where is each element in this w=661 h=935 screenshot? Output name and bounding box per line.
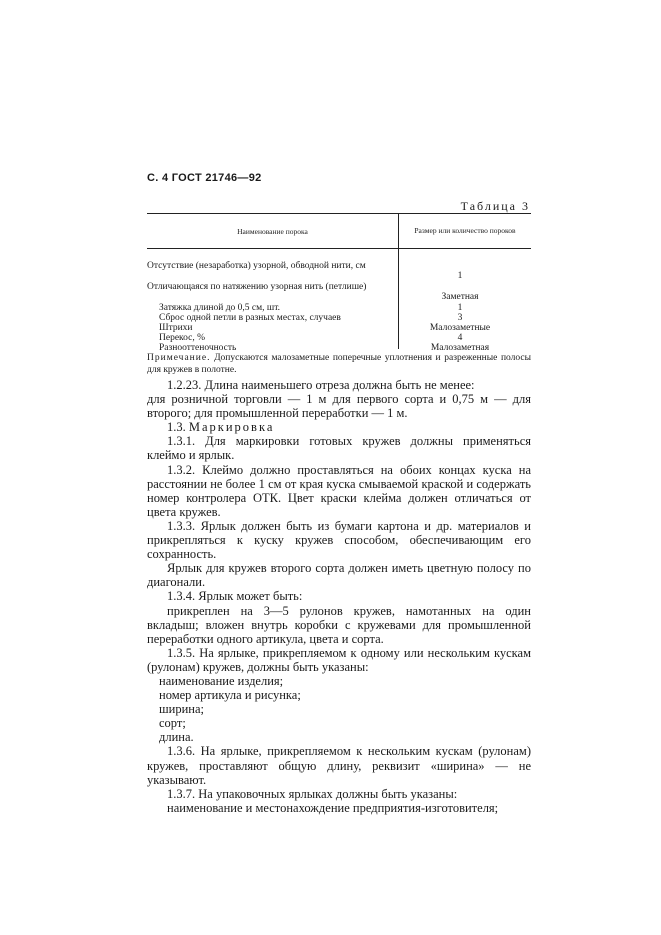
row-value: 4 (457, 333, 463, 343)
column-header-name: Наименование порока (147, 214, 399, 248)
row-name: Отличающаяся по натяжению узорная нить (петлише) (147, 282, 367, 292)
row-name: Отсутствие (незаработка) узорной, обводной нити, см (147, 261, 366, 271)
table-row (147, 261, 531, 281)
paragraph: 1.3.1. Для маркировки готовых кружев должны применяться клеймо и ярлык. (147, 434, 531, 463)
section-number: 1.3. (167, 420, 186, 435)
table-row (147, 333, 543, 343)
section-heading (147, 420, 531, 434)
row-name: Сброс одной петли в разных местах, случаев (159, 313, 341, 323)
paragraph: 1.3.5. На ярлыке, прикрепляемом к одному или нескольким кускам (рулонам) кружев, должны быть указаны: (147, 645, 531, 674)
list-item: сорт; (159, 716, 186, 731)
table-row (147, 323, 543, 333)
paragraph: 1.3.6. На ярлыке, прикрепляемом к нескольким кускам (рулонам) кружев, проставляют общую длину, реквизит «ширина» — не указывают. (147, 744, 531, 787)
list-item: ширина; (159, 702, 204, 717)
paragraph: для розничной торговли — 1 м для первого сорта и 0,75 м — для второго; для промышленной переработки — 1 м. (147, 392, 531, 421)
list-item: наименование изделия; (159, 673, 284, 688)
paragraph: 1.3.4. Ярлык может быть: (167, 589, 303, 604)
row-value: Малозаметные (429, 323, 491, 333)
paragraph: 1.2.23. Длина наименьшего отреза должна быть не менее: (167, 378, 475, 392)
paragraph: 1.3.3. Ярлык должен быть из бумаги картона и др. материалов и прикрепляться к куску кружев способом, обеспечивающим его сохранность. (147, 518, 531, 562)
paragraph: Ярлык для кружев второго сорта должен иметь цветную полосу по диагонали. (147, 561, 531, 590)
row-name: Штрихи (159, 323, 193, 333)
note-text: Допускаются малозаметные поперечные уплотнения и разреженные полосы для кружев в полотне. (147, 353, 531, 375)
list-item: номер артикула и рисунка; (159, 688, 301, 703)
paragraph: 1.3.2. Клеймо должно проставляться на обоих концах куска на расстоянии не более 1 см от края куска смываемой краской и содержать номер контролера ОТК. Цвет краски клейма должен отличаться от цвета кружев. (147, 462, 531, 519)
column-header-size: Размер или количество пороков (414, 226, 516, 235)
row-value: 1 (457, 303, 463, 313)
table-caption: Таблица 3 (460, 199, 530, 213)
row-value: 1 (457, 271, 463, 281)
body-text (147, 378, 531, 815)
table-row (147, 282, 531, 302)
table-row (147, 303, 543, 313)
list-item: длина. (159, 730, 194, 745)
row-name: Разнооттеночность (159, 343, 237, 353)
row-name: Перекос, % (159, 333, 206, 343)
row-name: Затяжка длиной до 0,5 см, шт. (159, 303, 281, 313)
paragraph: наименование и местонахождение предприятия-изготовителя; (167, 800, 499, 815)
section-title: Маркировка (188, 420, 275, 435)
row-value: Заметная (441, 292, 479, 302)
row-value: Малозаметная (430, 343, 490, 353)
paragraph: прикреплен на 3—5 рулонов кружев, намотанных на один вкладыш; вложен внутрь коробки с кружевами для промышленной переработки одного артикула, цвета и сорта. (147, 603, 531, 646)
table-note (147, 352, 531, 376)
paragraph: 1.3.7. На упаковочных ярлыках должны быть указаны: (167, 786, 458, 801)
row-value: 3 (457, 313, 463, 323)
page-header: С. 4 ГОСТ 21746—92 (147, 172, 262, 184)
note-lead: Примечание. (147, 353, 211, 363)
table-row (147, 313, 543, 323)
table-header-row (147, 213, 531, 249)
